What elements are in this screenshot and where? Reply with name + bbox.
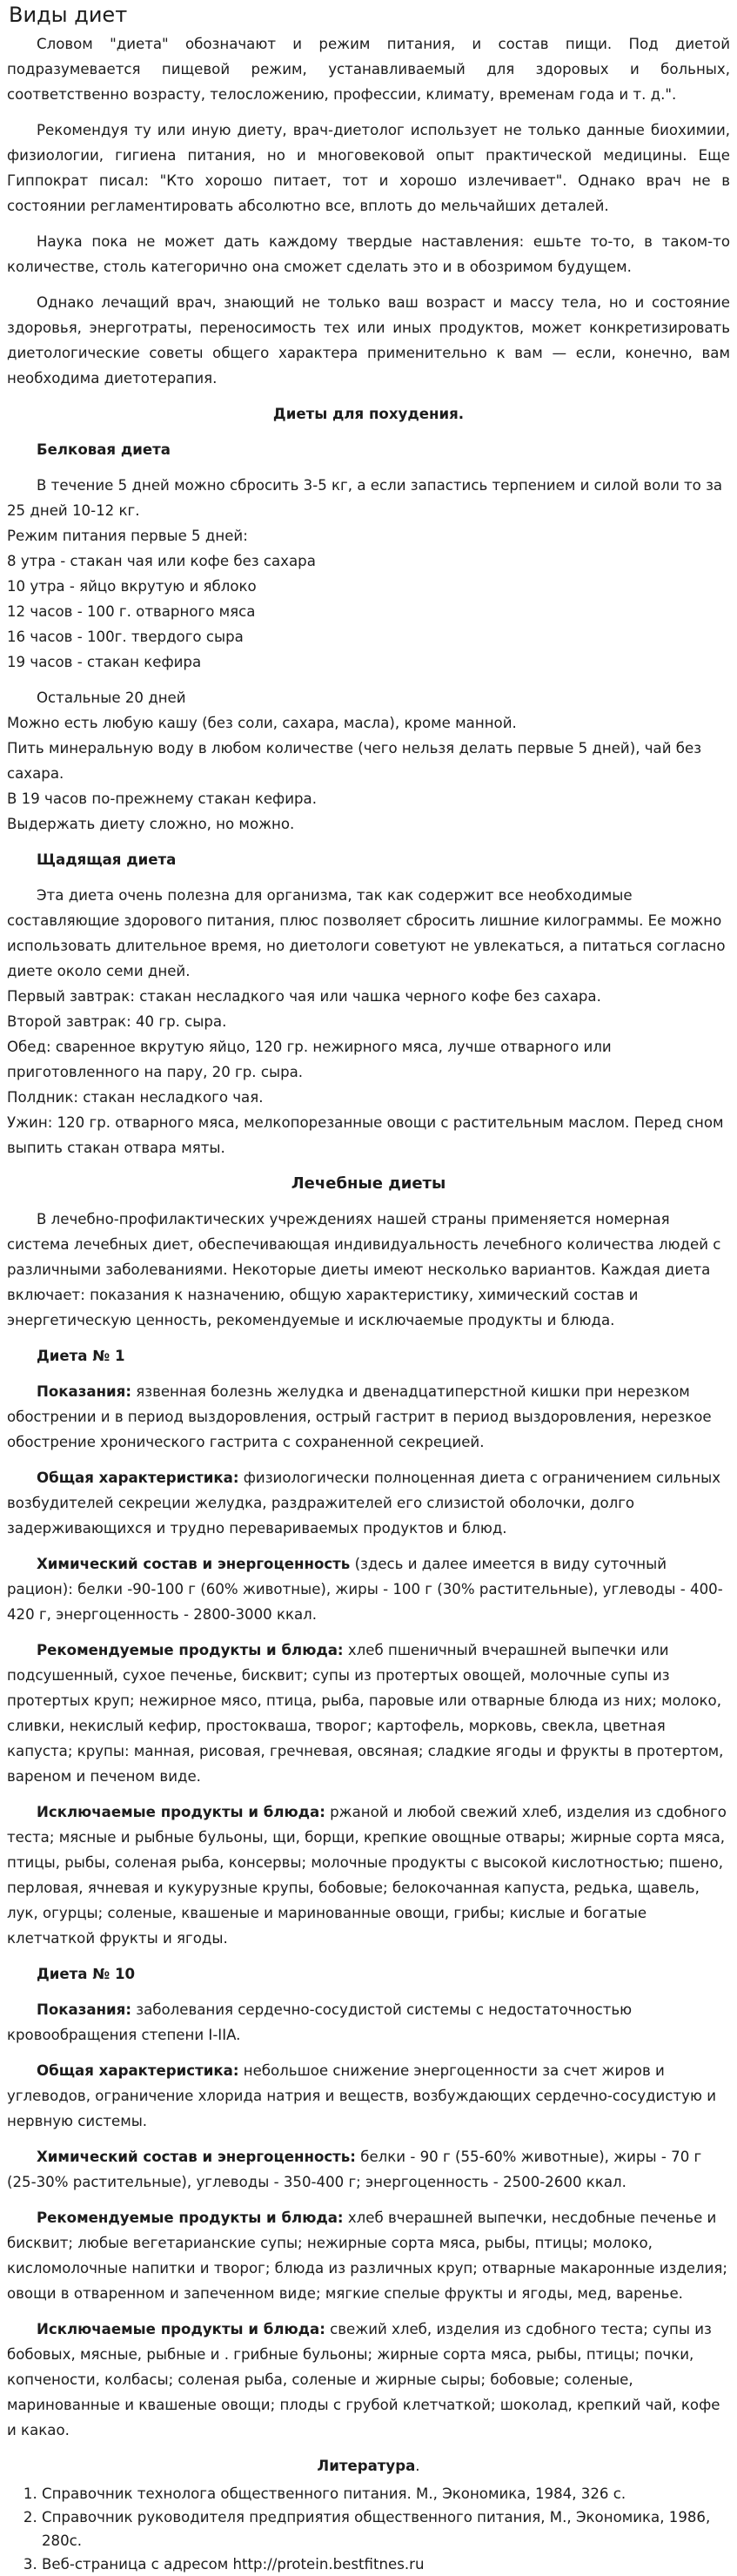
diet-10-section	[7, 2205, 730, 2306]
section-text: небольшое снижение энергоценности за счет жиров и углеводов, ограничение хлорида натрия и веществ, возбуждающих сердечно-сосудистую и нервную системы.	[7, 2062, 716, 2129]
section-label: Химический состав и энергоценность:	[37, 2149, 356, 2165]
protein-diet-title: Белковая диета	[37, 441, 171, 458]
protein-diet-rest-title: Остальные 20 дней	[37, 689, 186, 706]
sparing-diet-line: Первый завтрак: стакан несладкого чая или чашка черного кофе без сахара.	[7, 988, 601, 1005]
literature-item: 2. Справочник руководителя предприятия общественного питания, М., Экономика, 1986, 280с.	[42, 2505, 730, 2552]
protein-diet-line: 8 утра - стакан чая или кофе без сахара	[7, 553, 316, 569]
section-text: свежий хлеб, изделия из сдобного теста; супы из бобовых, мясные, рыбные и . грибные бульоны; жирные сорта мяса, рыбы, птицы; почки, копчености, колбасы; соленая рыба, соленые и жирные сыры; бобовые; соленые, маринованные и квашеные овощи; плоды с грубой клетчаткой; шоколад, крепкий чай, кофе и какао.	[7, 2321, 720, 2438]
protein-diet-line: 10 утра - яйцо вкрутую и яблоко	[7, 578, 257, 595]
literature-item: 1. Справочник технолога общественного питания. М., Экономика, 1984, 326 с.	[42, 2482, 730, 2505]
medical-diets-heading: Лечебные диеты	[291, 1174, 446, 1193]
protein-diet-rest-line: Можно есть любую кашу (без соли, сахара, масла), кроме манной.	[7, 715, 517, 731]
intro-paragraph-2: Рекомендуя ту или иную диету, врач-диетолог использует не только данные биохимии, физиологии, гигиена питания, но и многовековой опыт практической медицины. Еще Гиппократ писал: "Кто хорошо питает, тот и хорошо излечивает". Однако врач не в состоянии регламентировать абсолютно все, вплоть до мельчайших деталей.	[7, 122, 730, 214]
sparing-diet-intro: Эта диета очень полезна для организма, так как содержит все необходимые составляющие здорового питания, плюс позволяет сбросить лишние килограммы. Ее можно использовать длительное время, но диетологи советуют не увлекаться, а питаться согласно диете около семи дней.	[7, 887, 726, 979]
sparing-diet-line: Ужин: 120 гр. отварного мяса, мелкопорезанные овощи с растительным маслом. Перед сном выпить стакан отвара мяты.	[7, 1114, 724, 1156]
protein-diet-intro: В течение 5 дней можно сбросить 3-5 кг, а если запастись терпением и силой воли то за 25 дней 10-12 кг.	[7, 477, 723, 519]
medical-diets-intro: В лечебно-профилактических учреждениях нашей страны применяется номерная система лечебных диет, обеспечивающая индивидуальность лечебного количества людей с различными заболеваниями. Некоторые диеты имеют несколько вариантов. Каждая диета включает: показания к назначению, общую характеристику, химический состав и энергетическую ценность, рекомендуемые и исключаемые продукты и блюда.	[7, 1211, 721, 1328]
diet-10-title: Диета № 10	[37, 1966, 136, 1982]
intro-paragraph-1: Словом "диета" обозначают и режим питания, и состав пищи. Под диетой подразумевается пищевой режим, устанавливаемый для здоровых и больных, соответственно возрасту, телосложению, профессии, климату, временам года и т. д.".	[7, 36, 730, 103]
diet-10-section	[7, 2144, 730, 2195]
protein-diet-body	[7, 473, 730, 675]
protein-diet-rest-line: В 19 часов по-прежнему стакан кефира.	[7, 790, 318, 807]
weight-loss-heading: Диеты для похудения.	[272, 406, 465, 422]
diet-1-section	[7, 1638, 730, 1789]
section-text: ржаной и любой свежий хлеб, изделия из сдобного теста; мясные и рыбные бульоны, щи, борщи, крепкие овощные отвары; жирные сорта мяса, птицы, рыбы, соленая рыба, консервы; молочные продукты с высокой кислотностью; пшено, перловая, ячневая и кукурузные крупы, бобовые; белокочанная капуста, редька, щавель, лук, огурцы; соленые, квашеные и маринованные овощи, грибы; кислые и богатые клетчаткой фрукты и ягоды.	[7, 1804, 727, 1947]
section-text: язвенная болезнь желудка и двенадцатиперстной кишки при нерезком обострении и в период выздоровления, острый гастрит в период выздоровления, нерезкое обострение хронического гастрита с сохраненной секрецией.	[7, 1383, 712, 1450]
section-label: Исключаемые продукты и блюда:	[37, 1804, 325, 1820]
protein-diet-rest	[7, 685, 730, 837]
literature-item: 3. Веб-страница с адресом http://protein.bestfitnes.ru	[42, 2552, 730, 2576]
section-label: Общая характеристика:	[37, 2062, 239, 2079]
diet-1-section	[7, 1551, 730, 1627]
diet-1-section	[7, 1465, 730, 1541]
sparing-diet-line: Второй завтрак: 40 гр. сыра.	[7, 1013, 227, 1030]
section-text: (здесь и далее имеется в виду суточный рацион): белки -90-100 г (60% животные), жиры - 100 г (30% растительные), углеводы - 400- 420 г, энергоценность - 2800-3000 ккал.	[7, 1556, 723, 1623]
section-label: Химический состав и энергоценность	[37, 1556, 351, 1572]
diet-1-title: Диета № 1	[37, 1348, 125, 1364]
intro-paragraph-4: Однако лечащий врач, знающий не только ваш возраст и массу тела, но и состояние здоровья, энерготраты, переносимость тех или иных продуктов, может конкретизировать диетологические советы общего характера применительно к вам — если, конечно, вам необходима диетотерапия.	[7, 294, 730, 387]
protein-diet-rest-line: Выдержать диету сложно, но можно.	[7, 816, 295, 832]
sparing-diet-body	[7, 883, 730, 1160]
protein-diet-line: 19 часов - стакан кефира	[7, 654, 202, 670]
literature-heading	[7, 2453, 730, 2478]
section-label: Рекомендуемые продукты и блюда:	[37, 2209, 344, 2226]
page-title: Виды диет	[9, 3, 128, 27]
section-text: заболевания сердечно-сосудистой системы с недостаточностью кровообращения степени I-IIA.	[7, 2001, 633, 2043]
section-label: Общая характеристика:	[37, 1470, 239, 1486]
section-text: хлеб вчерашней выпечки, несдобные печенье и бисквит; любые вегетарианские супы; нежирные сорта мяса, рыбы, птицы; молоко, кисломолочные напитки и творог; блюда из различных круп; отварные макаронные изделия; овощи в отваренном и запеченном виде; мягкие спелые фрукты и ягоды, мед, варенье.	[7, 2209, 727, 2302]
section-text: белки - 90 г (55-60% животные), жиры - 70 г (25-30% растительные), углеводы - 350-400 г; энергоценность - 2500-2600 ккал.	[7, 2149, 702, 2190]
literature-list	[7, 2482, 730, 2576]
section-label: Показания:	[37, 2001, 131, 2018]
sparing-diet-title: Щадящая диета	[37, 851, 177, 868]
sparing-diet-line: Полдник: стакан несладкого чая.	[7, 1089, 264, 1106]
protein-diet-line: Режим питания первые 5 дней:	[7, 528, 248, 544]
diet-10-section	[7, 1997, 730, 2048]
literature-heading-dot: .	[415, 2458, 420, 2474]
diet-10-section	[7, 2317, 730, 2443]
literature-heading-text: Литература	[317, 2458, 416, 2474]
diet-1-section	[7, 1379, 730, 1455]
section-label: Показания:	[37, 1383, 131, 1400]
section-text: физиологически полноценная диета с ограничением сильных возбудителей секреции желудка, раздражителей его слизистой оболочки, долго задерживающихся и трудно перевариваемых продуктов и блюд.	[7, 1470, 721, 1537]
protein-diet-line: 16 часов - 100г. твердого сыра	[7, 629, 244, 645]
protein-diet-line: 12 часов - 100 г. отварного мяса	[7, 603, 256, 620]
diet-10-section	[7, 2058, 730, 2134]
diet-1-section	[7, 1799, 730, 1951]
protein-diet-rest-line: Пить минеральную воду в любом количестве (чего нельзя делать первые 5 дней), чай без сахара.	[7, 740, 702, 782]
section-label: Рекомендуемые продукты и блюда:	[37, 1642, 344, 1658]
section-label: Исключаемые продукты и блюда:	[37, 2321, 325, 2337]
section-text: хлеб пшеничный вчерашней выпечки или подсушенный, сухое печенье, бисквит; супы из протертых овощей, молочные супы из протертых круп; нежирное мясо, птица, рыба, паровые или отварные блюда из них; молоко, сливки, некислый кефир, простокваша, творог; картофель, морковь, свекла, цветная капуста; крупы: манная, рисовая, гречневая, овсяная; сладкие ягоды и фрукты в протертом, вареном и печеном виде.	[7, 1642, 724, 1785]
intro-paragraph-3: Наука пока не может дать каждому твердые наставления: ешьте то-то, в таком-то количестве, столь категорично она сможет сделать это и в обозримом будущем.	[7, 233, 730, 275]
sparing-diet-line: Обед: сваренное вкрутую яйцо, 120 гр. нежирного мяса, лучше отварного или приготовленного на пару, 20 гр. сыра.	[7, 1039, 612, 1080]
